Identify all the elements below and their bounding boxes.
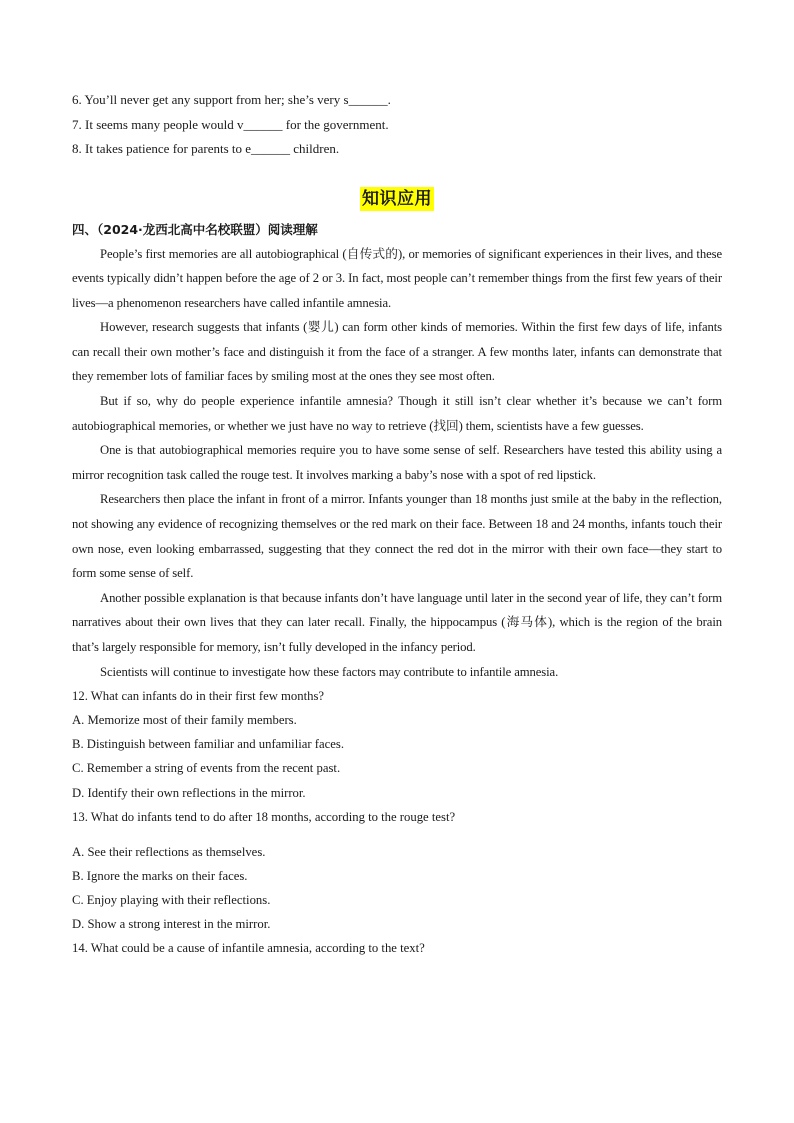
question-stem: 13. What do infants tend to do after 18 months, according to the rouge test? — [72, 809, 456, 824]
question-stem: 14. What could be a cause of infantile amnesia, according to the text? — [72, 941, 425, 956]
passage-paragraph: One is that autobiographical memories require you to have some sense of self. Researchers have tested this ability using a mirror recognition task called the rouge test. It involves marking a baby’s nose with a spot of red lipstick. — [72, 443, 722, 482]
passage-paragraph: But if so, why do people experience infantile amnesia? Though it still isn’t clear whether it’s because we can’t form autobiographical memories, or whether we just have no way to retrieve (找回) them, scientists have a few guesses. — [72, 394, 722, 433]
document-page — [72, 88, 722, 960]
question-13 — [72, 805, 722, 936]
question-12 — [72, 684, 722, 804]
option-d: D. Show a strong interest in the mirror. — [72, 917, 271, 932]
option-d: D. Identify their own reflections in the mirror. — [72, 785, 306, 800]
passage-paragraph: Scientists will continue to investigate how these factors may contribute to infantile amnesia. — [100, 664, 559, 679]
exercise-7: 7. It seems many people would v______ for the government. — [72, 116, 389, 132]
option-c: C. Enjoy playing with their reflections. — [72, 892, 271, 907]
section-title-wrap — [72, 187, 722, 217]
question-stem: 12. What can infants do in their first few months? — [72, 689, 325, 704]
section-title: 知识应用 — [362, 188, 432, 209]
option-b: B. Ignore the marks on their faces. — [72, 868, 248, 883]
passage-paragraph: Researchers then place the infant in front of a mirror. Infants younger than 18 months just smile at the baby in the reflection, not showing any evidence of recognizing themselves or the red mark on their face. Between 18 and 24 months, infants touch their own nose, even looking embarrassed, suggesting that they connect the red dot in the mirror with their own face—they start to form some sense of self. — [72, 492, 722, 581]
question-14 — [72, 936, 722, 960]
section-heading: 四、（2024·龙西北高中名校联盟）阅读理解 — [72, 221, 318, 237]
option-b: B. Distinguish between familiar and unfamiliar faces. — [72, 737, 344, 752]
passage-paragraph: However, research suggests that infants (婴儿) can form other kinds of memories. Within the first few days of life, infants can recall their own mother’s face and distinguish it from the face of a stranger. A few months later, infants can demonstrate that they remember lots of familiar faces by smiling most at the ones they see most often. — [72, 320, 722, 384]
exercise-8: 8. It takes patience for parents to e______ children. — [72, 141, 340, 156]
option-a: A. Memorize most of their family members. — [72, 713, 297, 728]
exercise-6: 6. You’ll never get any support from her; she’s very s______. — [72, 92, 391, 107]
passage-paragraph: People’s first memories are all autobiographical (自传式的), or memories of significant experiences in their lives, and these events typically didn’t happen before the age of 2 or 3. In fact, most people can’t remember things from the first few years of their lives—a phenomenon researchers have called infantile amnesia. — [72, 246, 722, 310]
passage-paragraph: Another possible explanation is that because infants don’t have language until later in the second year of life, they can’t form narratives about their own lives that they can later recall. Finally, the hippocampus (海马体), which is the region of the brain that’s largely responsible for memory, isn’t fully developed in the infancy period. — [72, 590, 722, 654]
option-a: A. See their reflections as themselves. — [72, 844, 266, 859]
reading-passage — [72, 242, 722, 685]
option-c: C. Remember a string of events from the recent past. — [72, 761, 341, 776]
